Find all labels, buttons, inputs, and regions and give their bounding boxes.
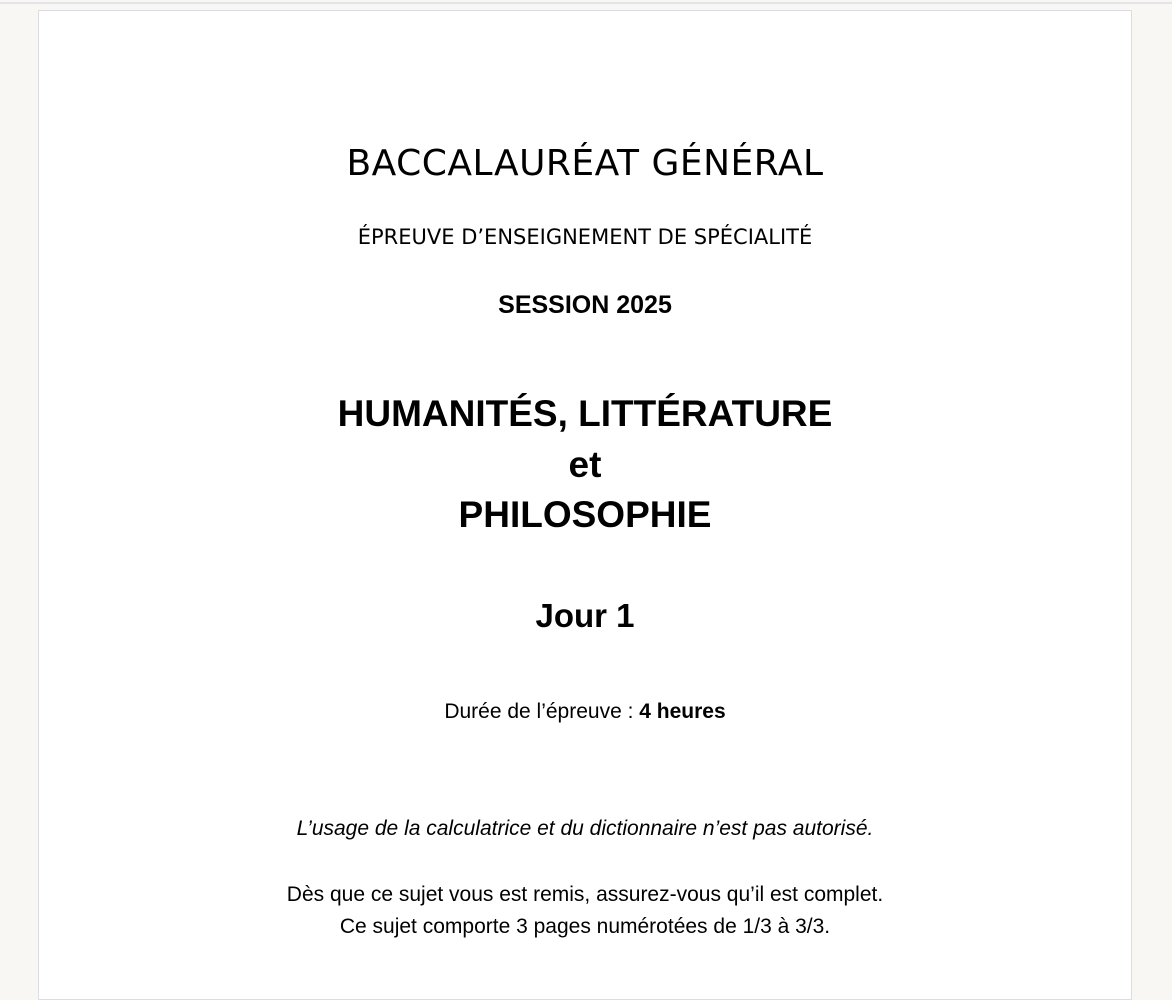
viewer-top-border xyxy=(0,2,1172,4)
exam-duration xyxy=(39,700,1131,724)
calculator-note: L’usage de la calculatrice et du dictionnaire n’est pas autorisé. xyxy=(296,817,874,840)
instruction-line-2: Ce sujet comporte 3 pages numérotées de 1/3 à 3/3. xyxy=(339,915,831,938)
exam-type: ÉPREUVE D’ENSEIGNEMENT DE SPÉCIALITÉ xyxy=(357,225,813,249)
subject-line-2: et xyxy=(568,444,602,485)
subject-line-1: HUMANITÉS, LITTÉRATURE xyxy=(337,393,833,434)
exam-title: BACCALAURÉAT GÉNÉRAL xyxy=(346,143,824,184)
document-page xyxy=(38,10,1132,1000)
exam-day: Jour 1 xyxy=(535,597,635,634)
session-label: SESSION 2025 xyxy=(498,291,672,319)
subject-line-3: PHILOSOPHIE xyxy=(458,494,712,535)
instruction-line-1: Dès que ce sujet vous est remis, assurez-vous qu’il est complet. xyxy=(286,883,884,906)
duration-label: Durée de l’épreuve : xyxy=(444,700,634,723)
duration-value: 4 heures xyxy=(639,700,726,723)
